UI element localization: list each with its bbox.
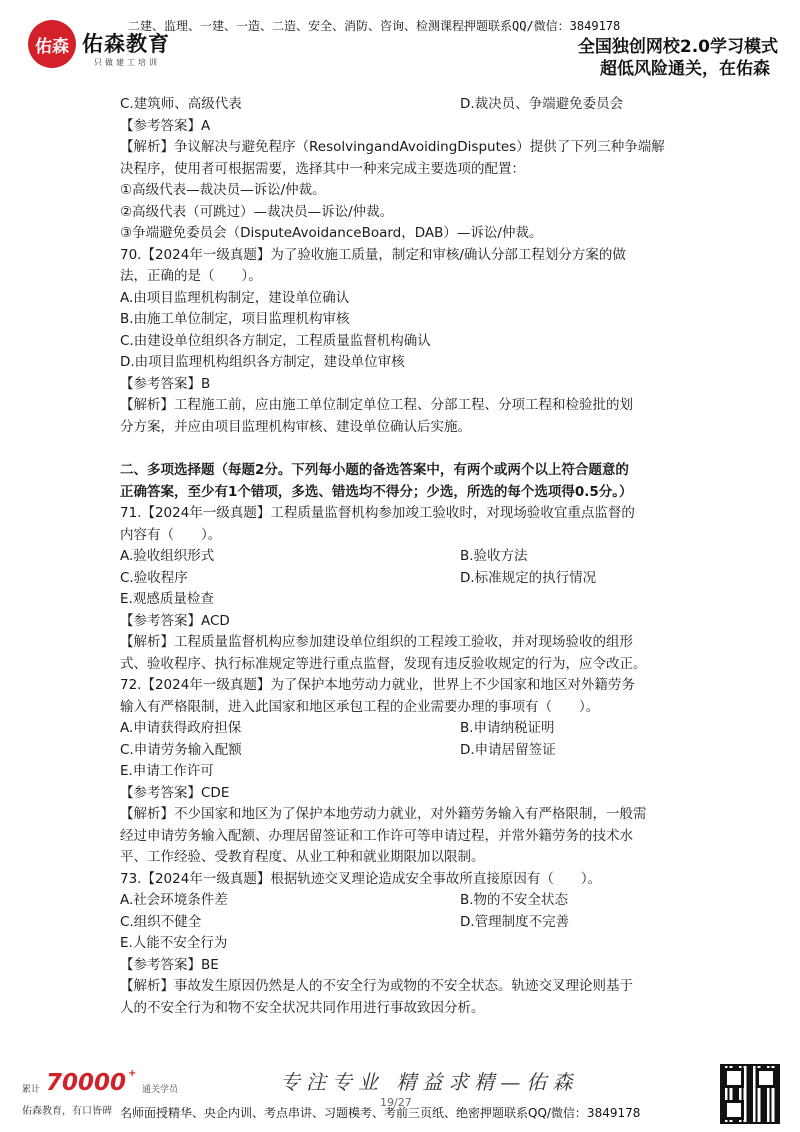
analysis-line: ③争端避免委员会（DisputeAvoidanceBoard，DAB）—诉讼/仲裁。 (120, 225, 543, 241)
option-c: C.申请劳务输入配额 (120, 741, 242, 758)
question-70-stem: 70.【2024年一级真题】为了验收施工质量，制定和审核/确认分部工程划分方案的做 (120, 246, 626, 263)
document-body (120, 94, 700, 1019)
page-footer (0, 1060, 800, 1132)
option-d: D.标准规定的执行情况 (460, 569, 597, 586)
question-71-stem: 内容有（ ）。 (120, 526, 222, 543)
options-row (120, 568, 700, 590)
option-b: B.物的不安全状态 (460, 892, 569, 908)
option-c: C.验收程序 (120, 569, 188, 586)
analysis-line: 式、验收程序、执行标准规定等进行重点监督，发现有违反验收规定的行为，应令改正。 (120, 655, 647, 672)
answer-line: 【参考答案】BE (120, 956, 219, 973)
analysis-line: 分方案，并应由项目监理机构审核、建设单位确认后实施。 (120, 418, 471, 435)
answer-line: 【参考答案】CDE (120, 784, 230, 801)
options-row (120, 718, 700, 740)
analysis-line: 【解析】不少国家和地区为了保护本地劳动力就业，对外籍劳务输入有严格限制，一般需 (120, 806, 647, 822)
option-a: A.验收组织形式 (120, 548, 215, 564)
section-title: 二、多项选择题（每题2分。下列每小题的备选答案中，有两个或两个以上符合题意的 (120, 462, 629, 478)
analysis-line: 【解析】工程施工前，应由施工单位制定单位工程、分部工程、分项工程和检验批的划 (120, 397, 633, 413)
analysis-line: 人的不安全行为和物不安全状况共同作用进行事故致因分析。 (120, 999, 485, 1016)
logo-badge-icon: 佑森 (28, 20, 76, 68)
header-tagline-2: 超低风险通关，在佑森 (600, 59, 770, 79)
analysis-line: 决程序，使用者可根据需要，选择其中一种来完成主要选项的配置： (120, 160, 525, 177)
brand-name: 佑森教育 (82, 32, 170, 56)
option-c: C.由建设单位组织各方制定，工程质量监督机构确认 (120, 332, 431, 349)
page-number: 19/27 (380, 1096, 412, 1109)
option-a: A.申请获得政府担保 (120, 720, 242, 736)
answer-line: 【参考答案】A (120, 117, 211, 134)
option-d: D.裁决员、争端避免委员会 (460, 96, 624, 112)
footer-contact-line: 名师面授精华、央企内训、考点串讲、习题模考、考前三页纸、绝密押题联系QQ/微信：3849178 (120, 1106, 641, 1120)
option-b: B.验收方法 (460, 548, 528, 564)
student-count-suffix: 通关学员 (142, 1085, 179, 1095)
option-a: A.社会环境条件差 (120, 892, 228, 908)
brand-slogan: 只做建工培训 (94, 58, 160, 67)
option-d: D.由项目监理机构组织各方制定，建设单位审核 (120, 354, 405, 370)
student-count-plus: + (128, 1068, 137, 1079)
answer-line: 【参考答案】ACD (120, 612, 230, 629)
header-tagline-1: 全国独创网校2.0学习模式 (577, 37, 778, 57)
option-e: E.观感质量检查 (120, 591, 214, 607)
option-d: D.申请居留签证 (460, 741, 556, 758)
question-70-stem: 法，正确的是（ ）。 (120, 268, 262, 284)
analysis-line: ②高级代表（可跳过）—裁决员—诉讼/仲裁。 (120, 203, 394, 220)
question-72-stem: 72.【2024年一级真题】为了保护本地劳动力就业，世界上不少国家和地区对外籍劳务 (120, 677, 635, 693)
student-count-prefix: 累计 (22, 1085, 41, 1095)
analysis-line: ①高级代表—裁决员—诉讼/仲裁。 (120, 182, 326, 198)
options-row (120, 890, 700, 912)
option-c: C.建筑师、高级代表 (120, 96, 242, 112)
student-count: 70000 (46, 1070, 127, 1096)
section-title: 正确答案，至少有1个错项，多选、错选均不得分；少选，所选的每个选项得0.5分。） (120, 483, 633, 500)
answer-line: 【参考答案】B (120, 375, 211, 392)
option-d: D.管理制度不完善 (460, 913, 570, 930)
page-header (0, 0, 800, 78)
question-73-stem: 73.【2024年一级真题】根据轨迹交叉理论造成安全事故所直接原因有（ ）。 (120, 870, 602, 887)
option-e: E.人能不安全行为 (120, 935, 228, 951)
analysis-line: 经过申请劳务输入配额、办理居留签证和工作许可等申请过程，并常外籍劳务的技术水 (120, 827, 633, 844)
analysis-line: 平、工作经验、受教育程度、从业工种和就业期限加以限制。 (120, 849, 485, 865)
analysis-line: 【解析】事故发生原因仍然是人的不安全行为或物的不安全状态。轨迹交叉理论则基于 (120, 978, 633, 994)
option-b: B.申请纳税证明 (460, 720, 555, 736)
option-a: A.由项目监理机构制定，建设单位确认 (120, 289, 350, 306)
options-row (120, 912, 700, 934)
question-71-stem: 71.【2024年一级真题】工程质量监督机构参加竣工验收时，对现场验收宜重点监督的 (120, 505, 635, 521)
qr-code-icon (720, 1064, 780, 1124)
option-b: B.由施工单位制定，项目监理机构审核 (120, 311, 350, 327)
options-row (120, 740, 700, 762)
analysis-line: 【解析】工程质量监督机构应参加建设单位组织的工程竣工验收，并对现场验收的组形 (120, 634, 633, 650)
option-e: E.申请工作许可 (120, 763, 214, 779)
analysis-line: 【解析】争议解决与避免程序（ResolvingandAvoidingDisputes）提供了下列三种争端解 (120, 139, 665, 155)
question-72-stem: 输入有严格限制，进入此国家和地区承包工程的企业需要办理的事项有（ ）。 (120, 698, 600, 715)
prev-options-row (120, 94, 700, 116)
options-row (120, 546, 700, 568)
signature: 专注专业 精益求精—佑森 (280, 1070, 579, 1094)
footer-slogan: 佑森教育，有口皆碑 (22, 1106, 112, 1117)
header-contact-line: 二建、监理、一建、一造、二造、安全、消防、咨询、检测课程押题联系QQ/微信：3849178 (128, 19, 621, 33)
option-c: C.组织不健全 (120, 913, 202, 930)
